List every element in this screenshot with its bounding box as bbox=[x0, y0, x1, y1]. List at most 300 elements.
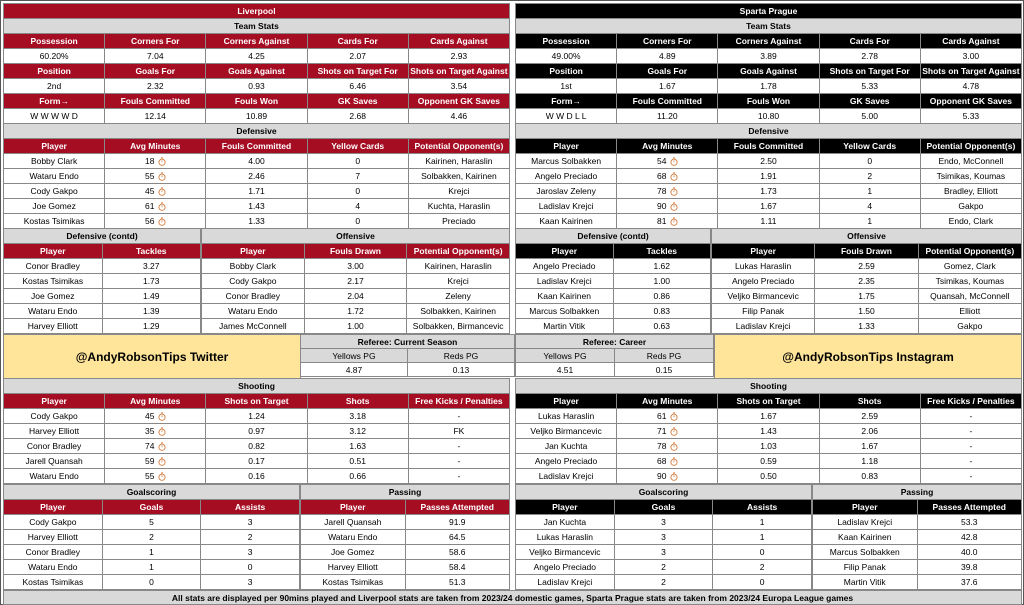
stat-header: Cards For bbox=[308, 34, 409, 49]
stat-header: Shots on Target For bbox=[308, 64, 409, 79]
table-cell: Gakpo bbox=[921, 199, 1022, 214]
stat-header: Possession bbox=[516, 34, 617, 49]
sparta-goalscoring bbox=[515, 484, 812, 590]
table-cell: 3 bbox=[615, 530, 714, 545]
column-header: Shots bbox=[308, 394, 409, 409]
player-name: Jan Kuchta bbox=[516, 439, 617, 454]
column-header: Avg Minutes bbox=[617, 394, 718, 409]
stat-header: Goals For bbox=[105, 64, 206, 79]
shooting-title: Shooting bbox=[4, 379, 510, 394]
liverpool-referee bbox=[300, 334, 515, 377]
stat-value: 4.46 bbox=[409, 109, 510, 124]
avg-minutes-value: 35 bbox=[145, 426, 155, 436]
avg-minutes-value: 59 bbox=[145, 456, 155, 466]
column-header: Yellow Cards bbox=[820, 139, 921, 154]
table-cell: - bbox=[921, 469, 1022, 484]
stat-value: 1.67 bbox=[617, 79, 718, 94]
column-header: Fouls Drawn bbox=[815, 244, 918, 259]
stopwatch-icon bbox=[158, 412, 166, 421]
column-header: Potential Opponent(s) bbox=[919, 244, 1022, 259]
stat-header: Fouls Committed bbox=[105, 94, 206, 109]
avg-minutes-cell bbox=[617, 199, 718, 214]
stat-header: Fouls Committed bbox=[617, 94, 718, 109]
stopwatch-icon bbox=[158, 427, 166, 436]
column-header: Passes Attempted bbox=[406, 500, 511, 515]
column-header: Reds PG bbox=[408, 349, 515, 363]
avg-minutes-cell bbox=[105, 154, 206, 169]
player-name: Kaan Kairinen bbox=[813, 530, 918, 545]
table-cell: 1.33 bbox=[206, 214, 307, 229]
player-name: Kaan Kairinen bbox=[516, 289, 614, 304]
table-cell: - bbox=[409, 454, 510, 469]
table-cell: 42.8 bbox=[918, 530, 1023, 545]
avg-minutes-cell bbox=[617, 409, 718, 424]
avg-minutes-value: 54 bbox=[657, 156, 667, 166]
column-header: Player bbox=[516, 394, 617, 409]
table-cell: 0.50 bbox=[718, 469, 819, 484]
table-cell: Kairinen, Haraslin bbox=[407, 259, 510, 274]
player-name: Lukas Haraslin bbox=[516, 409, 617, 424]
liverpool-defensive bbox=[3, 123, 510, 229]
table-cell: 0 bbox=[820, 154, 921, 169]
table-cell: 0.16 bbox=[206, 469, 307, 484]
table-cell: 3.12 bbox=[308, 424, 409, 439]
player-name: Martin Vitik bbox=[516, 319, 614, 334]
table-cell: - bbox=[409, 469, 510, 484]
table-cell: 2.50 bbox=[718, 154, 819, 169]
player-name: Conor Bradley bbox=[4, 259, 103, 274]
stat-header: GK Saves bbox=[820, 94, 921, 109]
stopwatch-icon bbox=[670, 472, 678, 481]
column-header: Yellows PG bbox=[301, 349, 408, 363]
player-name: Veljko Birmancevic bbox=[516, 424, 617, 439]
table-cell: 1.11 bbox=[718, 214, 819, 229]
player-name: Wataru Endo bbox=[4, 469, 105, 484]
defensive-contd-title: Defensive (contd) bbox=[4, 229, 201, 244]
table-cell: 3 bbox=[615, 545, 714, 560]
table-cell: 0.97 bbox=[206, 424, 307, 439]
avg-minutes-cell bbox=[105, 424, 206, 439]
referee-title: Referee: Current Season bbox=[301, 335, 515, 349]
table-cell: 58.6 bbox=[406, 545, 511, 560]
table-cell: 2.17 bbox=[305, 274, 408, 289]
player-name: Marcus Solbakken bbox=[516, 154, 617, 169]
player-name: Harvey Elliott bbox=[4, 319, 103, 334]
stopwatch-icon bbox=[158, 442, 166, 451]
stat-header: Opponent GK Saves bbox=[921, 94, 1022, 109]
avg-minutes-cell bbox=[105, 214, 206, 229]
column-header: Shots on Target bbox=[206, 394, 307, 409]
player-name: Jaroslav Zeleny bbox=[516, 184, 617, 199]
column-header: Avg Minutes bbox=[105, 139, 206, 154]
stat-value: 1.78 bbox=[718, 79, 819, 94]
sparta-offensive bbox=[711, 228, 1022, 334]
table-cell: 58.4 bbox=[406, 560, 511, 575]
stopwatch-icon bbox=[158, 157, 166, 166]
defensive-contd-title: Defensive (contd) bbox=[516, 229, 711, 244]
table-cell: 1.67 bbox=[718, 409, 819, 424]
sparta-shooting bbox=[515, 378, 1022, 484]
stopwatch-icon bbox=[670, 412, 678, 421]
stat-value: W W W W D bbox=[4, 109, 105, 124]
referee-value: 4.51 bbox=[516, 363, 615, 377]
table-cell: 2.59 bbox=[815, 259, 918, 274]
column-header: Goals bbox=[615, 500, 714, 515]
instagram-promo[interactable]: @AndyRobsonTips Instagram bbox=[714, 334, 1022, 379]
table-cell: 3 bbox=[615, 515, 714, 530]
table-cell: 1 bbox=[103, 560, 202, 575]
player-name: Conor Bradley bbox=[4, 439, 105, 454]
avg-minutes-cell bbox=[105, 169, 206, 184]
avg-minutes-cell bbox=[105, 469, 206, 484]
stat-value: 5.00 bbox=[820, 109, 921, 124]
table-cell: 1.73 bbox=[718, 184, 819, 199]
offensive-title: Offensive bbox=[712, 229, 1022, 244]
table-cell: 0 bbox=[308, 184, 409, 199]
table-cell: 0 bbox=[713, 545, 812, 560]
avg-minutes-cell bbox=[617, 439, 718, 454]
table-cell: 1.73 bbox=[103, 274, 202, 289]
column-header: Player bbox=[202, 244, 305, 259]
table-cell: 0 bbox=[201, 560, 300, 575]
stopwatch-icon bbox=[670, 457, 678, 466]
shooting-title: Shooting bbox=[516, 379, 1022, 394]
stat-value: 12.14 bbox=[105, 109, 206, 124]
table-cell: 51.3 bbox=[406, 575, 511, 590]
player-name: Veljko Birmancevic bbox=[712, 289, 815, 304]
column-header: Assists bbox=[201, 500, 300, 515]
avg-minutes-value: 45 bbox=[145, 411, 155, 421]
avg-minutes-value: 81 bbox=[657, 216, 667, 226]
table-cell: 4 bbox=[820, 199, 921, 214]
player-name: Angelo Preciado bbox=[516, 169, 617, 184]
player-name: Ladislav Krejci bbox=[516, 469, 617, 484]
stat-value: 10.89 bbox=[206, 109, 307, 124]
column-header: Passes Attempted bbox=[918, 500, 1023, 515]
column-header: Shots bbox=[820, 394, 921, 409]
stat-value: 7.04 bbox=[105, 49, 206, 64]
stat-value: 5.33 bbox=[921, 109, 1022, 124]
player-name: Filip Panak bbox=[813, 560, 918, 575]
stat-value: 4.78 bbox=[921, 79, 1022, 94]
offensive-title: Offensive bbox=[202, 229, 510, 244]
referee-value: 4.87 bbox=[301, 363, 408, 377]
avg-minutes-value: 71 bbox=[657, 426, 667, 436]
stopwatch-icon bbox=[158, 187, 166, 196]
stat-header: Goals Against bbox=[718, 64, 819, 79]
table-cell: 2 bbox=[615, 560, 714, 575]
player-name: Conor Bradley bbox=[202, 289, 305, 304]
player-name: James McConnell bbox=[202, 319, 305, 334]
stat-header: Corners For bbox=[617, 34, 718, 49]
sparta-team-name: Sparta Prague bbox=[516, 4, 1022, 19]
column-header: Fouls Drawn bbox=[305, 244, 408, 259]
player-name: Kostas Tsimikas bbox=[4, 575, 103, 590]
table-cell: 3 bbox=[201, 515, 300, 530]
player-name: Harvey Elliott bbox=[4, 530, 103, 545]
avg-minutes-cell bbox=[105, 439, 206, 454]
column-header: Player bbox=[301, 500, 406, 515]
table-cell: Endo, Clark bbox=[921, 214, 1022, 229]
avg-minutes-cell bbox=[105, 409, 206, 424]
player-name: Jan Kuchta bbox=[516, 515, 615, 530]
table-cell: Kairinen, Haraslin bbox=[409, 154, 510, 169]
stat-value: 1st bbox=[516, 79, 617, 94]
table-cell: 2 bbox=[713, 560, 812, 575]
table-cell: Gakpo bbox=[919, 319, 1022, 334]
column-header: Yellows PG bbox=[516, 349, 615, 363]
avg-minutes-cell bbox=[617, 154, 718, 169]
table-cell: 0.63 bbox=[614, 319, 712, 334]
table-cell: 39.8 bbox=[918, 560, 1023, 575]
avg-minutes-cell bbox=[105, 184, 206, 199]
table-cell: Solbakken, Kairinen bbox=[407, 304, 510, 319]
liverpool-passing bbox=[300, 484, 510, 590]
column-header: Avg Minutes bbox=[617, 139, 718, 154]
stopwatch-icon bbox=[158, 217, 166, 226]
player-name: Cody Gakpo bbox=[4, 515, 103, 530]
stat-value: 2.93 bbox=[409, 49, 510, 64]
table-cell: 1.63 bbox=[308, 439, 409, 454]
table-cell: Kuchta, Haraslin bbox=[409, 199, 510, 214]
table-cell: 1.24 bbox=[206, 409, 307, 424]
avg-minutes-cell bbox=[617, 469, 718, 484]
column-header: Player bbox=[4, 394, 105, 409]
table-cell: 4.00 bbox=[206, 154, 307, 169]
column-header: Player bbox=[516, 244, 614, 259]
column-header: Reds PG bbox=[615, 349, 714, 363]
stat-value: 2nd bbox=[4, 79, 105, 94]
twitter-promo[interactable]: @AndyRobsonTips Twitter bbox=[3, 334, 301, 379]
player-name: Ladislav Krejci bbox=[712, 319, 815, 334]
table-cell: 1 bbox=[713, 530, 812, 545]
passing-title: Passing bbox=[301, 485, 510, 500]
player-name: Wataru Endo bbox=[4, 169, 105, 184]
stat-header: Shots on Target Against bbox=[921, 64, 1022, 79]
player-name: Angelo Preciado bbox=[516, 560, 615, 575]
column-header: Free Kicks / Penalties bbox=[921, 394, 1022, 409]
player-name: Ladislav Krejci bbox=[516, 274, 614, 289]
table-cell: 1.67 bbox=[718, 199, 819, 214]
stat-header: Form→ bbox=[4, 94, 105, 109]
avg-minutes-cell bbox=[617, 184, 718, 199]
avg-minutes-value: 61 bbox=[657, 411, 667, 421]
table-cell: 0.51 bbox=[308, 454, 409, 469]
table-cell: 4 bbox=[308, 199, 409, 214]
avg-minutes-value: 56 bbox=[145, 216, 155, 226]
table-cell: 3.18 bbox=[308, 409, 409, 424]
stat-header: Goals For bbox=[617, 64, 718, 79]
player-name: Bobby Clark bbox=[202, 259, 305, 274]
table-cell: 1 bbox=[713, 515, 812, 530]
stat-header: GK Saves bbox=[308, 94, 409, 109]
table-cell: - bbox=[409, 409, 510, 424]
stat-header: Corners Against bbox=[718, 34, 819, 49]
table-cell: 0.59 bbox=[718, 454, 819, 469]
column-header: Free Kicks / Penalties bbox=[409, 394, 510, 409]
stat-header: Opponent GK Saves bbox=[409, 94, 510, 109]
table-cell: 1.29 bbox=[103, 319, 202, 334]
table-cell: 1.00 bbox=[614, 274, 712, 289]
player-name: Ladislav Krejci bbox=[516, 199, 617, 214]
table-cell: Bradley, Elliott bbox=[921, 184, 1022, 199]
table-cell: 2.35 bbox=[815, 274, 918, 289]
stopwatch-icon bbox=[158, 202, 166, 211]
player-name: Joe Gomez bbox=[4, 289, 103, 304]
table-cell: 1.18 bbox=[820, 454, 921, 469]
table-cell: - bbox=[921, 424, 1022, 439]
table-cell: 1.00 bbox=[305, 319, 408, 334]
stat-value: 11.20 bbox=[617, 109, 718, 124]
column-header: Player bbox=[4, 500, 103, 515]
stat-header: Shots on Target Against bbox=[409, 64, 510, 79]
stopwatch-icon bbox=[670, 187, 678, 196]
player-name: Marcus Solbakken bbox=[813, 545, 918, 560]
column-header: Shots on Target bbox=[718, 394, 819, 409]
column-header: Assists bbox=[713, 500, 812, 515]
stat-header: Possession bbox=[4, 34, 105, 49]
player-name: Kostas Tsimikas bbox=[4, 274, 103, 289]
player-name: Ladislav Krejci bbox=[813, 515, 918, 530]
column-header: Goals bbox=[103, 500, 202, 515]
table-cell: 1 bbox=[820, 214, 921, 229]
table-cell: Endo, McConnell bbox=[921, 154, 1022, 169]
table-cell: 3 bbox=[201, 545, 300, 560]
table-cell: 2 bbox=[615, 575, 714, 590]
table-cell: 2 bbox=[820, 169, 921, 184]
stat-header: Shots on Target For bbox=[820, 64, 921, 79]
column-header: Player bbox=[4, 139, 105, 154]
stat-header: Position bbox=[4, 64, 105, 79]
stat-value: 2.32 bbox=[105, 79, 206, 94]
stat-header: Form→ bbox=[516, 94, 617, 109]
liverpool-shooting bbox=[3, 378, 510, 484]
referee-value: 0.13 bbox=[408, 363, 515, 377]
column-header: Player bbox=[712, 244, 815, 259]
avg-minutes-value: 78 bbox=[657, 441, 667, 451]
column-header: Potential Opponent(s) bbox=[407, 244, 510, 259]
stat-value: 2.78 bbox=[820, 49, 921, 64]
table-cell: 0.83 bbox=[614, 304, 712, 319]
player-name: Wataru Endo bbox=[202, 304, 305, 319]
table-cell: 3.27 bbox=[103, 259, 202, 274]
avg-minutes-value: 90 bbox=[657, 201, 667, 211]
stopwatch-icon bbox=[670, 172, 678, 181]
stopwatch-icon bbox=[158, 472, 166, 481]
referee-title: Referee: Career bbox=[516, 335, 714, 349]
avg-minutes-value: 68 bbox=[657, 171, 667, 181]
table-cell: 91.9 bbox=[406, 515, 511, 530]
stat-header: Fouls Won bbox=[718, 94, 819, 109]
sparta-passing bbox=[812, 484, 1022, 590]
table-cell: 1.49 bbox=[103, 289, 202, 304]
avg-minutes-value: 18 bbox=[145, 156, 155, 166]
liverpool-goalscoring bbox=[3, 484, 300, 590]
stat-value: 2.07 bbox=[308, 49, 409, 64]
table-cell: 2.59 bbox=[820, 409, 921, 424]
avg-minutes-cell bbox=[617, 424, 718, 439]
column-header: Player bbox=[516, 500, 615, 515]
avg-minutes-value: 68 bbox=[657, 456, 667, 466]
column-header: Player bbox=[4, 244, 103, 259]
referee-value: 0.15 bbox=[615, 363, 714, 377]
stat-header: Cards For bbox=[820, 34, 921, 49]
player-name: Ladislav Krejci bbox=[516, 575, 615, 590]
stopwatch-icon bbox=[670, 157, 678, 166]
avg-minutes-cell bbox=[617, 454, 718, 469]
stat-header: Cards Against bbox=[921, 34, 1022, 49]
table-cell: Preciado bbox=[409, 214, 510, 229]
goalscoring-title: Goalscoring bbox=[516, 485, 812, 500]
stopwatch-icon bbox=[158, 457, 166, 466]
stat-value: 3.00 bbox=[921, 49, 1022, 64]
sparta-defensive bbox=[515, 123, 1022, 229]
player-name: Martin Vitik bbox=[813, 575, 918, 590]
table-cell: - bbox=[921, 439, 1022, 454]
table-cell: 0.17 bbox=[206, 454, 307, 469]
table-cell: 2.06 bbox=[820, 424, 921, 439]
table-cell: Solbakken, Birmancevic bbox=[407, 319, 510, 334]
column-header: Fouls Committed bbox=[718, 139, 819, 154]
player-name: Conor Bradley bbox=[4, 545, 103, 560]
table-cell: 2.46 bbox=[206, 169, 307, 184]
column-header: Tackles bbox=[614, 244, 712, 259]
table-cell: 1.43 bbox=[718, 424, 819, 439]
table-cell: FK bbox=[409, 424, 510, 439]
player-name: Joe Gomez bbox=[4, 199, 105, 214]
player-name: Angelo Preciado bbox=[516, 454, 617, 469]
table-cell: 3 bbox=[201, 575, 300, 590]
defensive-title: Defensive bbox=[4, 124, 510, 139]
table-cell: 1.62 bbox=[614, 259, 712, 274]
defensive-title: Defensive bbox=[516, 124, 1022, 139]
player-name: Cody Gakpo bbox=[4, 409, 105, 424]
column-header: Avg Minutes bbox=[105, 394, 206, 409]
player-name: Angelo Preciado bbox=[712, 274, 815, 289]
table-cell: Elliott bbox=[919, 304, 1022, 319]
liverpool-offensive bbox=[201, 228, 510, 334]
table-cell: 40.0 bbox=[918, 545, 1023, 560]
stat-value: 5.33 bbox=[820, 79, 921, 94]
stat-header: Corners For bbox=[105, 34, 206, 49]
player-name: Kostas Tsimikas bbox=[4, 214, 105, 229]
passing-title: Passing bbox=[813, 485, 1022, 500]
table-cell: 3.00 bbox=[305, 259, 408, 274]
table-cell: Krejci bbox=[407, 274, 510, 289]
goalscoring-title: Goalscoring bbox=[4, 485, 300, 500]
table-cell: 0 bbox=[103, 575, 202, 590]
player-name: Lukas Haraslin bbox=[712, 259, 815, 274]
player-name: Kostas Tsimikas bbox=[301, 575, 406, 590]
avg-minutes-value: 45 bbox=[145, 186, 155, 196]
table-cell: 2 bbox=[201, 530, 300, 545]
table-cell: 1 bbox=[103, 545, 202, 560]
column-header: Potential Opponent(s) bbox=[409, 139, 510, 154]
column-header: Tackles bbox=[103, 244, 202, 259]
table-cell: 0.82 bbox=[206, 439, 307, 454]
table-cell: - bbox=[921, 409, 1022, 424]
player-name: Jarell Quansah bbox=[301, 515, 406, 530]
table-cell: 1.71 bbox=[206, 184, 307, 199]
player-name: Wataru Endo bbox=[301, 530, 406, 545]
table-cell: 1.72 bbox=[305, 304, 408, 319]
stat-value: 2.68 bbox=[308, 109, 409, 124]
stat-value: 49.00% bbox=[516, 49, 617, 64]
avg-minutes-value: 74 bbox=[145, 441, 155, 451]
player-name: Cody Gakpo bbox=[4, 184, 105, 199]
table-cell: Krejci bbox=[409, 184, 510, 199]
player-name: Jarell Quansah bbox=[4, 454, 105, 469]
